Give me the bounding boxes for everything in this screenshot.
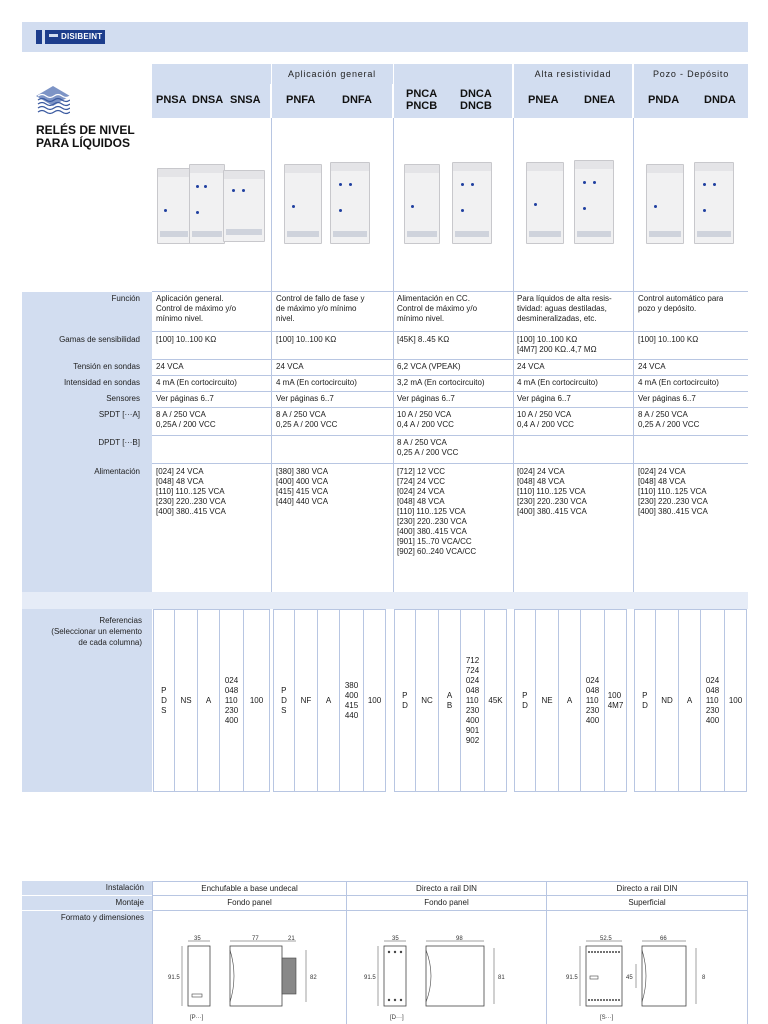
cell-montaje-3: Superficial (546, 896, 748, 911)
cell-instalacion-3: Directo a rail DIN (546, 881, 748, 896)
cell-intensidad-5: 4 mA (En cortocircuito) (638, 378, 719, 387)
cell-montaje-1: Fondo panel (152, 896, 346, 911)
cell-tension-3: 6,2 VCA (VPEAK) (397, 362, 461, 371)
product-name: DNSA (192, 94, 224, 106)
cell-sensores-5: Ver páginas 6..7 (638, 394, 696, 403)
brand-mark-icon (36, 30, 58, 44)
ref-col: A (679, 610, 701, 791)
cell-alimentacion-4: [024] 24 VCA [048] 48 VCA [110] 110..125 VCA [230] 220..230 VCA [400] 380..415 VCA (517, 467, 587, 516)
ref-col: P D S (154, 610, 175, 791)
cell-spdt-4: 10 A / 250 VCA 0,4 A / 200 VCC (517, 410, 574, 429)
label-montaje: Montaje (22, 896, 152, 910)
dim-label: 21 (288, 936, 295, 942)
dim-label: 98 (456, 936, 463, 942)
cell-spdt-1: 8 A / 250 VCA 0,25A / 200 VCC (156, 410, 216, 429)
dimension-caption-p: [P···] (190, 1015, 204, 1021)
row-rule (152, 435, 748, 436)
product-name: DNDA (704, 94, 736, 106)
title-line-1: RELÉS DE NIVEL (36, 123, 135, 137)
product-name: PNFA (286, 94, 316, 106)
reference-group-3 (394, 609, 507, 792)
product-name: DNCA DNCB (460, 88, 492, 112)
cell-gamas-1: [100] 10..100 KΩ (156, 335, 217, 344)
ref-col: 712 724 024 048 110 230 400 901 902 (461, 610, 485, 791)
row-rule (152, 291, 748, 292)
row-label-dpdt: DPDT [···B] (22, 436, 152, 462)
relay-module-image (189, 164, 225, 244)
ref-col: P D (395, 610, 416, 791)
cell-funcion-4: Para líquidos de alta resis- tividad: aguas destiladas, desmineralizadas, etc. (517, 294, 612, 323)
dimension-drawing-s (570, 936, 730, 1016)
ref-col: 100 (728, 695, 743, 705)
relay-module-image (404, 164, 440, 244)
cell-funcion-3: Alimentación en CC. Control de máximo y/o mínimo nivel. (397, 294, 478, 323)
reference-group-4 (514, 609, 627, 792)
reference-group-1 (153, 609, 270, 792)
product-name: PNDA (648, 94, 680, 106)
product-header-2 (272, 84, 392, 118)
product-header-3 (394, 84, 512, 118)
relay-module-image (284, 164, 322, 244)
ref-col: 45K (488, 695, 503, 705)
label-formato: Formato y dimensiones (22, 911, 152, 1024)
ref-col: P D (635, 610, 656, 791)
cell-tension-2: 24 VCA (276, 362, 304, 371)
row-label-funcion: Función (22, 292, 152, 330)
row-rule (152, 359, 748, 360)
cell-tension-1: 24 VCA (156, 362, 184, 371)
ref-col: 100 (249, 695, 264, 705)
product-name: PNCA PNCB (406, 88, 438, 112)
ref-col: 380 400 415 440 (340, 610, 364, 791)
dimension-caption-s: [S···] (600, 1015, 614, 1021)
row-rule (152, 391, 748, 392)
dim-label: 45 (626, 975, 633, 981)
row-rule (152, 331, 748, 332)
product-header-4 (514, 84, 632, 118)
dim-label: 35 (194, 936, 201, 942)
cell-montaje-2: Fondo panel (346, 896, 546, 911)
cell-instalacion-2: Directo a rail DIN (346, 881, 546, 896)
relay-module-image (223, 170, 265, 242)
product-name: DNEA (584, 94, 616, 106)
dim-label: 81 (498, 975, 505, 981)
cell-sensores-1: Ver páginas 6..7 (156, 394, 214, 403)
relay-module-image (452, 162, 492, 244)
group-header-well: Pozo - Depósito (634, 64, 748, 84)
product-header-5 (634, 84, 748, 118)
separator-band (22, 592, 748, 609)
brand-logo (36, 30, 105, 44)
dim-label: 8 (702, 975, 706, 981)
product-name: PNSA (156, 94, 187, 106)
ref-col: A B (439, 610, 461, 791)
dim-label: 82 (310, 975, 317, 981)
ref-col: NE (536, 610, 559, 791)
cell-alimentacion-1: [024] 24 VCA [048] 48 VCA [110] 110..125 VCA [230] 220..230 VCA [400] 380..415 VCA (156, 467, 226, 516)
row-rule (152, 463, 748, 464)
product-name: SNSA (230, 94, 261, 106)
dim-label: 35 (392, 936, 399, 942)
ref-col: 024 048 110 230 400 (701, 610, 725, 791)
cell-tension-5: 24 VCA (638, 362, 666, 371)
row-rule (152, 375, 748, 376)
cell-intensidad-3: 3,2 mA (En cortocircuito) (397, 378, 485, 387)
reference-group-2 (273, 609, 386, 792)
relay-module-image (694, 162, 734, 244)
references-label: Referencias (Seleccionar un elemento de cada columna) (22, 609, 152, 792)
row-label-sensores: Sensores (22, 392, 152, 406)
cell-funcion-2: Control de fallo de fase y de máximo y/o mínimo nivel. (276, 294, 365, 323)
relay-module-image (574, 160, 614, 244)
column-rule (633, 118, 634, 592)
dim-label: 77 (252, 936, 259, 942)
dim-label: 66 (660, 936, 667, 942)
dim-label: 91.5 (364, 975, 376, 981)
cell-gamas-5: [100] 10..100 KΩ (638, 335, 699, 344)
cell-alimentacion-2: [380] 380 VCA [400] 400 VCA [415] 415 VCA [440] 440 VCA (276, 467, 329, 506)
cell-spdt-2: 8 A / 250 VCA 0,25 A / 200 VCC (276, 410, 338, 429)
cell-dpdt-3: 8 A / 250 VCA 0,25 A / 200 VCC (397, 438, 459, 457)
dim-label: 91.5 (566, 975, 578, 981)
brand-name: DISIBEINT (58, 30, 105, 44)
row-rule (152, 407, 748, 408)
product-name: DNFA (342, 94, 372, 106)
ref-col: 100 (367, 695, 382, 705)
ref-col: A (198, 610, 220, 791)
ref-col: P D S (274, 610, 295, 791)
relay-module-image (157, 168, 191, 244)
relay-module-image (330, 162, 370, 244)
cell-intensidad-2: 4 mA (En cortocircuito) (276, 378, 357, 387)
cell-alimentacion-5: [024] 24 VCA [048] 48 VCA [110] 110..125 VCA [230] 220..230 VCA [400] 380..415 VCA (638, 467, 708, 516)
liquid-waves-icon (36, 86, 70, 116)
row-label-gamas: Gamas de sensibilidad (22, 332, 152, 358)
column-rule (271, 118, 272, 592)
column-rule (513, 118, 514, 592)
title-line-2: PARA LÍQUIDOS (36, 136, 131, 150)
header-bar (22, 22, 748, 52)
dim-label: 91.5 (168, 975, 180, 981)
cell-tension-4: 24 VCA (517, 362, 545, 371)
product-name: PNEA (528, 94, 559, 106)
ref-col: ND (656, 610, 679, 791)
row-label-tension: Tensión en sondas (22, 360, 152, 374)
row-label-intensidad: Intensidad en sondas (22, 376, 152, 390)
cell-sensores-2: Ver páginas 6..7 (276, 394, 334, 403)
row-label-spdt: SPDT [···A] (22, 408, 152, 434)
cell-funcion-1: Aplicación general. Control de máximo y/o mínimo nivel. (156, 294, 237, 323)
label-instalacion: Instalación (22, 881, 152, 895)
cell-sensores-4: Ver página 6..7 (517, 394, 571, 403)
relay-module-image (646, 164, 684, 244)
reference-group-5 (634, 609, 747, 792)
cell-instalacion-1: Enchufable a base undecal (152, 881, 346, 896)
ref-col: NS (175, 610, 198, 791)
row-label-alimentacion: Alimentación (22, 464, 152, 592)
ref-col: P D (515, 610, 536, 791)
cell-alimentacion-3: [712] 12 VCC [724] 24 VCC [024] 24 VCA [048] 48 VCA [110] 110..125 VCA [230] 220..230 VCA [400] 380..415 VCA [901] 15..70 VCA/CC [902] 60..240 VCA/CC (397, 467, 477, 556)
ref-col: A (318, 610, 340, 791)
group-header-general: Aplicación general (152, 64, 512, 84)
cell-gamas-4: [100] 10..100 KΩ [4M7] 200 KΩ..4,7 MΩ (517, 335, 597, 354)
page-title (36, 124, 135, 150)
ref-col: NC (416, 610, 439, 791)
product-header-1 (152, 84, 270, 118)
ref-col: A (559, 610, 581, 791)
cell-intensidad-4: 4 mA (En cortocircuito) (517, 378, 598, 387)
ref-col: NF (295, 610, 318, 791)
dim-label: 52.5 (600, 936, 612, 942)
relay-module-image (526, 162, 564, 244)
ref-col: 100 4M7 (607, 690, 624, 710)
ref-col: 024 048 110 230 400 (220, 610, 244, 791)
cell-gamas-3: [45K] 8..45 KΩ (397, 335, 450, 344)
cell-intensidad-1: 4 mA (En cortocircuito) (156, 378, 237, 387)
cell-spdt-5: 8 A / 250 VCA 0,25 A / 200 VCC (638, 410, 700, 429)
ref-col: 024 048 110 230 400 (581, 610, 605, 791)
cell-funcion-5: Control automático para pozo y depósito. (638, 294, 724, 313)
dimension-drawing-p (172, 936, 332, 1016)
cell-gamas-2: [100] 10..100 KΩ (276, 335, 337, 344)
cell-sensores-3: Ver páginas 6..7 (397, 394, 455, 403)
dimension-caption-d: [D···] (390, 1015, 404, 1021)
group-header-resistivity: Alta resistividad (514, 64, 632, 84)
column-rule (393, 118, 394, 592)
cell-spdt-3: 10 A / 250 VCA 0,4 A / 200 VCC (397, 410, 454, 429)
